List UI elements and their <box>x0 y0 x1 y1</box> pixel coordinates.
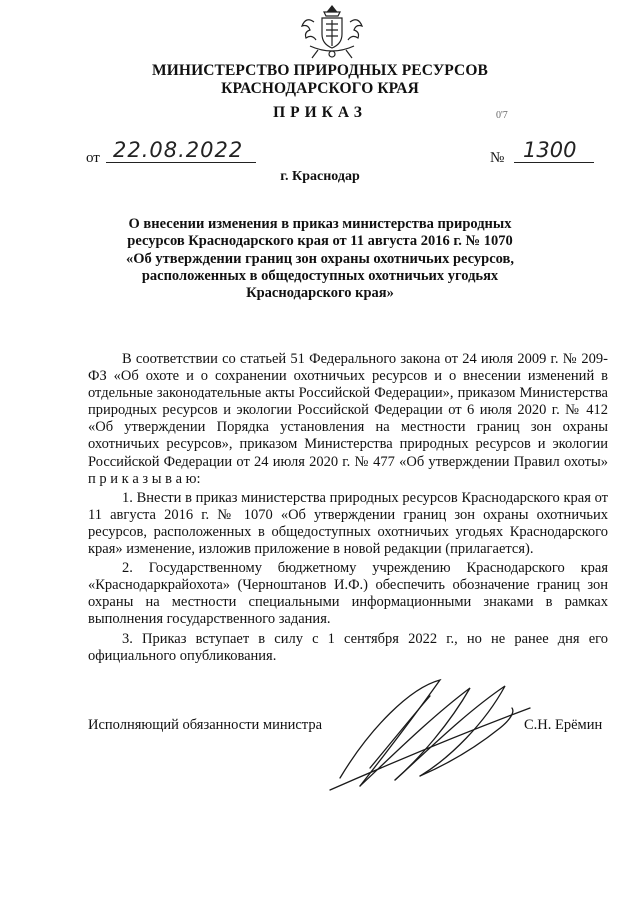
signatory-name: С.Н. Ерёмин <box>524 717 603 733</box>
document-type: ПРИКАЗ <box>273 104 367 121</box>
preamble-paragraph: В соответствии со статьей 51 Федерального закона от 24 июля 2009 г. № 209-ФЗ «Об охоте и о сохранении охотничьих ресурсов и о внесении изменений в отдельные законодательные акты Российской Федерации», приказом Министерства природных ресурсов и экологии Российской Федерации от 6 июля 2020 г. № 412 «Об утверждении Порядка установления на местности границ зон охраны охотничьих ресурсов», приказом Министерства природных ресурсов и экологии Российской Федерации от 24 июля 2020 г. № 477 «Об утверждении Правил охоты» п р и к а з ы в а ю: <box>88 351 608 487</box>
ministry-name-line2: КРАСНОДАРСКОГО КРАЯ <box>221 80 419 97</box>
number-underline <box>514 162 594 163</box>
handwritten-date: 22.08.2022 <box>113 138 244 162</box>
order-body <box>88 351 608 665</box>
order-item-2: 2. Государственному бюджетному учреждению Краснодарского края «Краснодаркрайохота» (Черноштанов И.Ф.) обеспечить обозначение границ зон охраны на местности специальными информационными знаками в рамках выполнения государственного задания. <box>88 560 608 628</box>
signatory-role: Исполняющий обязанности министра <box>88 717 323 733</box>
order-subject: О внесении изменения в приказ министерства природных ресурсов Краснодарского края от 11 августа 2016 г. № 1070 «Об утверждении границ зон охраны охотничьих ресурсов, расположенных в общедоступных охотничьих угодьях Краснодарского края» <box>126 216 514 302</box>
handwritten-number: 1300 <box>523 138 577 162</box>
stamp-mark: 0'7 <box>496 110 508 121</box>
ministry-name-line1: МИНИСТЕРСТВО ПРИРОДНЫХ РЕСУРСОВ <box>152 62 488 79</box>
handwritten-signature-icon <box>300 668 540 798</box>
date-underline <box>106 162 256 163</box>
number-label: № <box>490 150 505 166</box>
order-item-3: 3. Приказ вступает в силу с 1 сентября 2022 г., но не ранее дня его официального опубликования. <box>88 630 608 664</box>
coat-of-arms-icon <box>300 2 364 60</box>
city: г. Краснодар <box>280 169 360 184</box>
order-item-1: 1. Внести в приказ министерства природных ресурсов Краснодарского края от 11 августа 2016 г. № 1070 «Об утверждении границ зон охраны охотничьих ресурсов, расположенных в общедоступных охотничьих угодьях Краснодарского края» изменение, изложив приложение в новой редакции (прилагается). <box>88 489 608 558</box>
date-label: от <box>86 150 100 166</box>
